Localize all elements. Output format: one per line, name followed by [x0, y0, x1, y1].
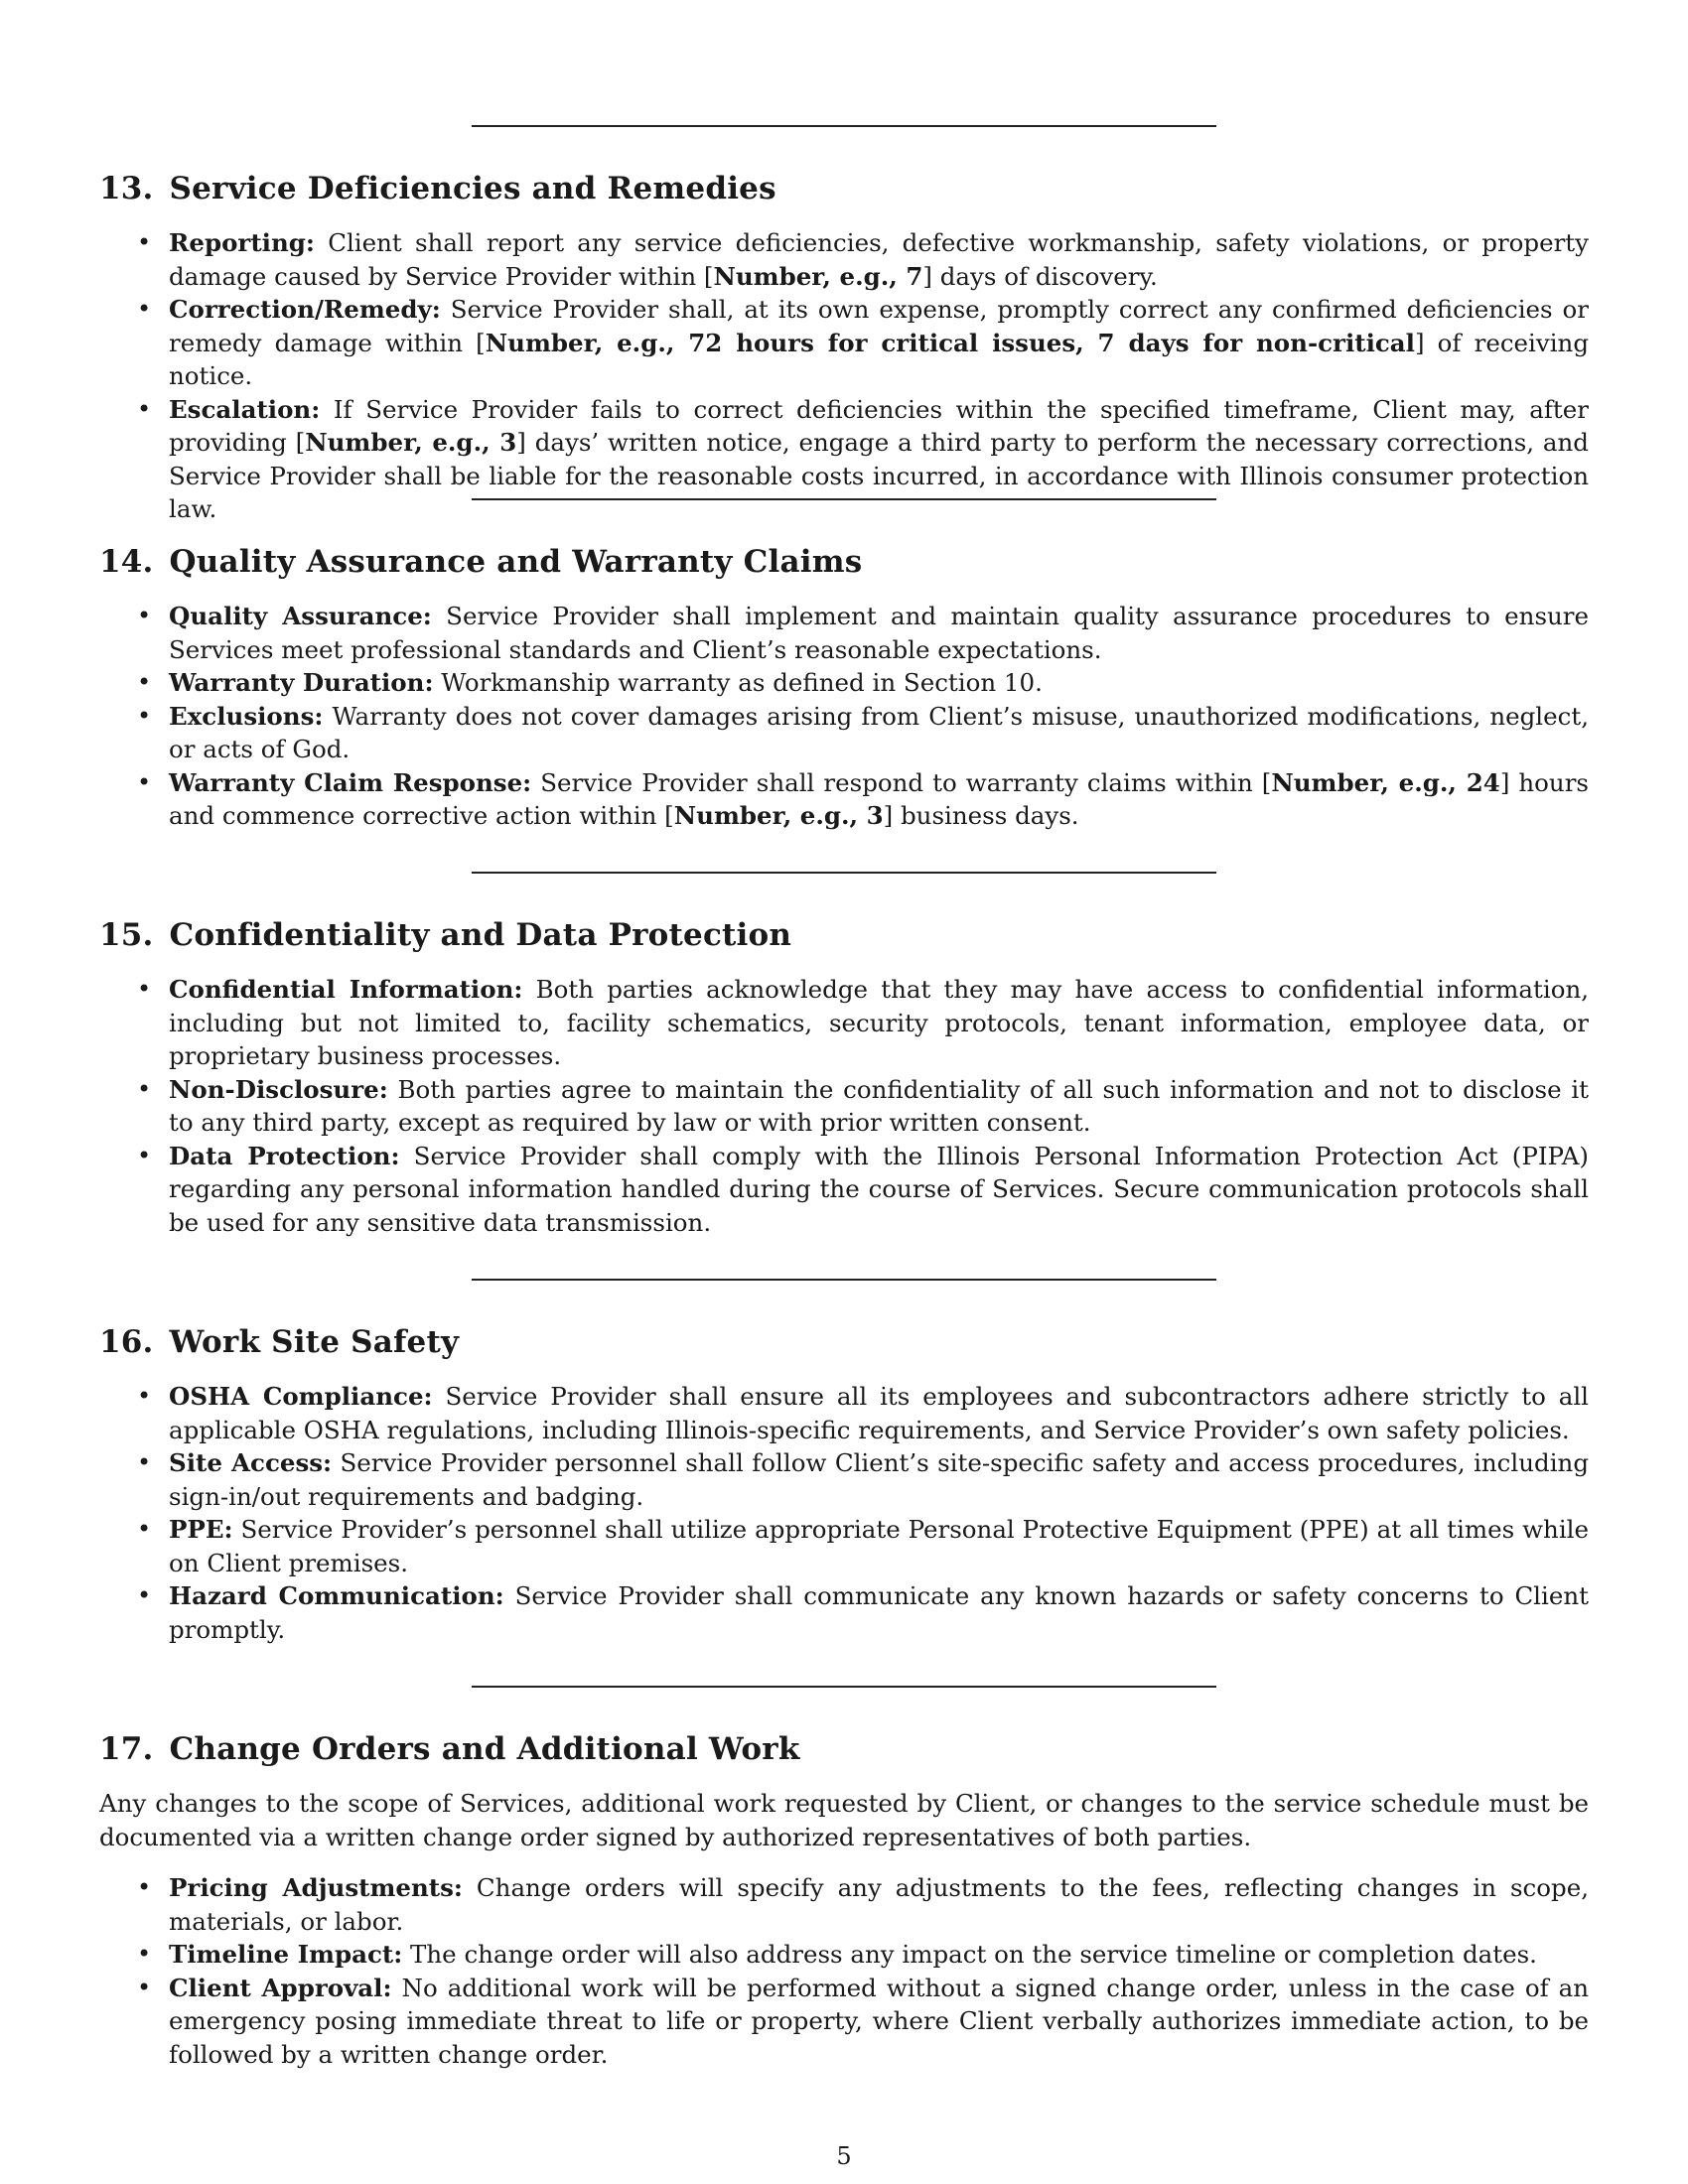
- list-item: [99, 600, 1589, 666]
- section-13: [99, 169, 1589, 526]
- bullet-list: [99, 226, 1589, 526]
- item-label: Data Protection:: [169, 1141, 400, 1170]
- list-item: [99, 393, 1589, 526]
- item-text: ] days’ written notice, engage a third party to perform the necessary corrections, and Service Provider shall be liable for the reasonable costs incurred, in accordance with Illinois consumer protection law.: [169, 428, 1589, 523]
- section-divider: [472, 1686, 1216, 1688]
- item-text: Service Provider personnel shall follow Client’s site-specific safety and access procedures, including sign-in/out requirements and badging.: [169, 1448, 1590, 1511]
- list-item: [99, 1938, 1589, 1972]
- item-text: Service Provider shall implement and maintain quality assurance procedures to ensure Services meet professional standards and Client’s reasonable expectations.: [169, 602, 1590, 664]
- item-label: Correction/Remedy:: [169, 295, 441, 324]
- placeholder-value: Number, e.g., 24: [1271, 767, 1500, 797]
- item-text: ] days of discovery.: [922, 261, 1158, 291]
- item-label: Warranty Duration:: [169, 668, 434, 697]
- bullet-list: [99, 600, 1589, 833]
- section-16: [99, 1322, 1589, 1646]
- bullet-list: [99, 1871, 1589, 2071]
- item-text: If Service Provider fails to correct deficiencies within the specified timeframe, Client may, after providing [: [169, 394, 1589, 457]
- section-divider: [472, 125, 1216, 127]
- item-text: Change orders will specify any adjustments to the fees, reflecting changes in scope, materials, or labor.: [169, 1873, 1589, 1936]
- list-item: [99, 1972, 1589, 2072]
- item-text: Service Provider shall comply with the Illinois Personal Information Protection Act (PIPA) regarding any personal information handled during the course of Services. Secure communication protocols shall be used for any sensitive data transmission.: [169, 1141, 1589, 1237]
- item-label: Warranty Claim Response:: [169, 767, 532, 797]
- item-label: Confidential Information:: [169, 975, 523, 1004]
- item-label: Quality Assurance:: [169, 602, 432, 630]
- item-label: Client Approval:: [169, 1973, 392, 2002]
- section-number: 16.: [99, 1324, 154, 1360]
- list-item: [99, 700, 1589, 766]
- placeholder-value: Number, e.g., 3: [673, 801, 884, 830]
- list-item: [99, 666, 1589, 700]
- item-text: ] business days.: [883, 801, 1079, 830]
- item-text: Warranty does not cover damages arising from Client’s misuse, unauthorized modifications, neglect, or acts of God.: [169, 701, 1589, 763]
- item-text: No additional work will be performed without a signed change order, unless in the case of an emergency posing immediate threat to life or property, where Client verbally authorizes immediate action, to be followed by a written change order.: [169, 1973, 1589, 2069]
- item-label: Escalation:: [169, 394, 321, 424]
- section-divider: [472, 498, 1216, 500]
- section-divider: [472, 1279, 1216, 1281]
- item-text: Service Provider shall respond to warranty claims within [: [531, 767, 1272, 797]
- item-text: ] of receiving notice.: [169, 328, 1590, 390]
- item-label: Timeline Impact:: [169, 1940, 403, 1969]
- item-text: Client shall report any service deficiencies, defective workmanship, safety violations, or property damage caused by Service Provider within [: [169, 228, 1589, 291]
- bullet-list: [99, 973, 1589, 1239]
- item-label: Hazard Communication:: [169, 1581, 504, 1610]
- section-title: Service Deficiencies and Remedies: [169, 171, 776, 206]
- section-number: 15.: [99, 917, 154, 953]
- section-heading: [99, 169, 1589, 208]
- placeholder-value: Number, e.g., 72 hours for critical issues, 7 days for non-critical: [485, 328, 1415, 357]
- list-item: [99, 1579, 1589, 1646]
- section-14: [99, 542, 1589, 833]
- list-item: [99, 766, 1589, 833]
- item-label: Exclusions:: [169, 701, 324, 731]
- item-label: OSHA Compliance:: [169, 1382, 433, 1411]
- item-text: ] hours and commence corrective action within [: [169, 767, 1589, 830]
- document-page: [99, 0, 1589, 2184]
- item-text: Both parties acknowledge that they may have access to confidential information, including but not limited to, facility schematics, security protocols, tenant information, employee data, or proprietary business processes.: [169, 975, 1590, 1070]
- list-item: [99, 226, 1589, 293]
- section-number: 17.: [99, 1731, 154, 1767]
- item-text: The change order will also address any impact on the service timeline or completion dates.: [402, 1940, 1537, 1969]
- item-text: Service Provider shall, at its own expense, promptly correct any confirmed deficiencies or remedy damage within [: [169, 295, 1589, 357]
- item-label: PPE:: [169, 1515, 233, 1544]
- item-text: Service Provider’s personnel shall utilize appropriate Personal Protective Equipment (PPE) at all times while on Client premises.: [169, 1515, 1589, 1577]
- section-divider: [472, 872, 1216, 874]
- list-item: [99, 293, 1589, 393]
- list-item: [99, 1140, 1589, 1240]
- item-label: Non-Disclosure:: [169, 1074, 388, 1104]
- list-item: [99, 1380, 1589, 1446]
- section-title: Quality Assurance and Warranty Claims: [169, 544, 863, 580]
- section-heading: [99, 542, 1589, 582]
- list-item: [99, 1871, 1589, 1938]
- section-heading: [99, 915, 1589, 955]
- section-title: Work Site Safety: [169, 1324, 460, 1360]
- section-title: Change Orders and Additional Work: [169, 1731, 800, 1767]
- placeholder-value: Number, e.g., 7: [713, 261, 923, 291]
- section-intro-paragraph: Any changes to the scope of Services, additional work requested by Client, or changes to the service schedule must be documented via a written change order signed by authorized representatives of both parties.: [99, 1789, 1589, 1851]
- section-number: 13.: [99, 171, 154, 206]
- section-15: [99, 915, 1589, 1239]
- item-label: Pricing Adjustments:: [169, 1873, 463, 1902]
- item-text: Workmanship warranty as defined in Section 10.: [433, 668, 1043, 697]
- page-number: 5: [836, 2142, 852, 2170]
- item-text: Both parties agree to maintain the confidentiality of all such information and not to disclose it to any third party, except as required by law or with prior written consent.: [169, 1074, 1589, 1137]
- section-number: 14.: [99, 544, 154, 580]
- list-item: [99, 973, 1589, 1073]
- section-title: Confidentiality and Data Protection: [169, 917, 792, 953]
- section-heading: [99, 1322, 1589, 1362]
- item-label: Reporting:: [169, 228, 315, 257]
- section-heading: [99, 1729, 1589, 1769]
- item-text: Service Provider shall communicate any known hazards or safety concerns to Client promptly.: [169, 1581, 1589, 1644]
- list-item: [99, 1446, 1589, 1513]
- placeholder-value: Number, e.g., 3: [305, 428, 517, 457]
- item-label: Site Access:: [169, 1448, 333, 1477]
- section-17: [99, 1729, 1589, 2071]
- bullet-list: [99, 1380, 1589, 1646]
- item-text: Service Provider shall ensure all its employees and subcontractors adhere strictly to all applicable OSHA regulations, including Illinois-specific requirements, and Service Provider’s own safety policies.: [169, 1382, 1589, 1444]
- list-item: [99, 1073, 1589, 1140]
- list-item: [99, 1513, 1589, 1579]
